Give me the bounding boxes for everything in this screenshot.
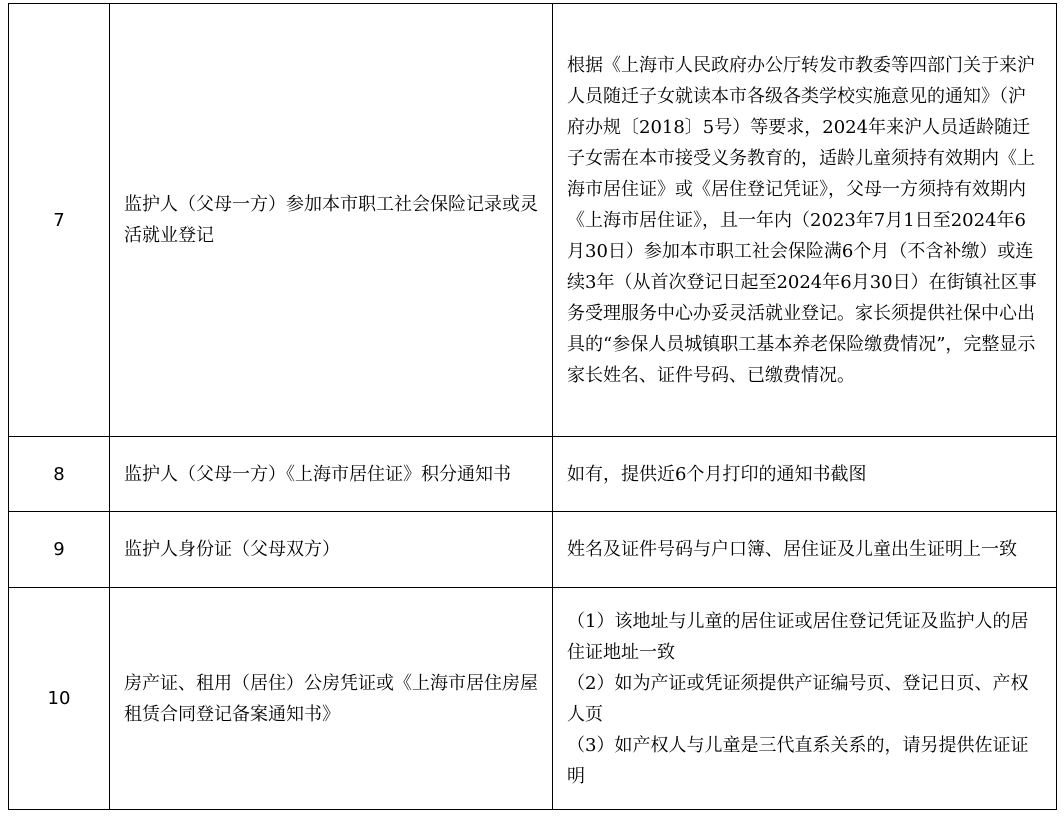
table-row	[9, 4, 1057, 437]
requirement-text: 根据《上海市人民政府办公厅转发市教委等四部门关于来沪人员随迁子女就读本市各级各类学校实施意见的通知》（沪府办规〔2018〕5号）等要求，2024年来沪人员适龄随迁子女需在本市接受义务教育的，适龄儿童须持有效期内《上海市居住证》或《居住登记凭证》，父母一方须持有效期内《上海市居住证》，且一年内（2023年7月1日至2024年6月30日）参加本市职工社会保险满6个月（不含补缴）或连续3年（从首次登记日起至2024年6月30日）在街镇社区事务受理服务中心办妥灵活就业登记。家长须提供社保中心出具的“参保人员城镇职工基本养老保险缴费情况”，完整显示家长姓名、证件号码、已缴费情况。	[567, 54, 1037, 386]
document-item: 监护人（父母一方）参加本市职工社会保险记录或灵活就业登记	[110, 4, 553, 437]
requirement-text: （2）如为产证或凭证须提供产证编号页、登记日页、产权人页	[567, 672, 1029, 725]
document-item: 房产证、租用（居住）公房凭证或《上海市居住房屋租赁合同登记备案通知书》	[110, 588, 553, 810]
requirement-text: （1）该地址与儿童的居住证或居住登记凭证及监护人的居住证地址一致	[567, 610, 1029, 663]
row-number: 7	[9, 4, 110, 437]
requirement-cell	[553, 512, 1057, 588]
row-number: 9	[9, 512, 110, 588]
requirement-text: 如有，提供近6个月打印的通知书截图	[567, 463, 867, 485]
requirements-table	[8, 3, 1057, 810]
row-number: 8	[9, 437, 110, 512]
requirement-cell	[553, 437, 1057, 512]
table-row	[9, 437, 1057, 512]
document-item: 监护人（父母一方）《上海市居住证》积分通知书	[110, 437, 553, 512]
requirement-cell	[553, 4, 1057, 437]
requirement-text: 姓名及证件号码与户口簿、居住证及儿童出生证明上一致	[567, 539, 1017, 560]
row-number: 10	[9, 588, 110, 810]
requirement-text: （3）如产权人与儿童是三代直系关系的，请另提供佐证证明	[567, 734, 1029, 787]
requirement-cell	[553, 588, 1057, 810]
table-row	[9, 588, 1057, 810]
document-item: 监护人身份证（父母双方）	[110, 512, 553, 588]
table-row	[9, 512, 1057, 588]
